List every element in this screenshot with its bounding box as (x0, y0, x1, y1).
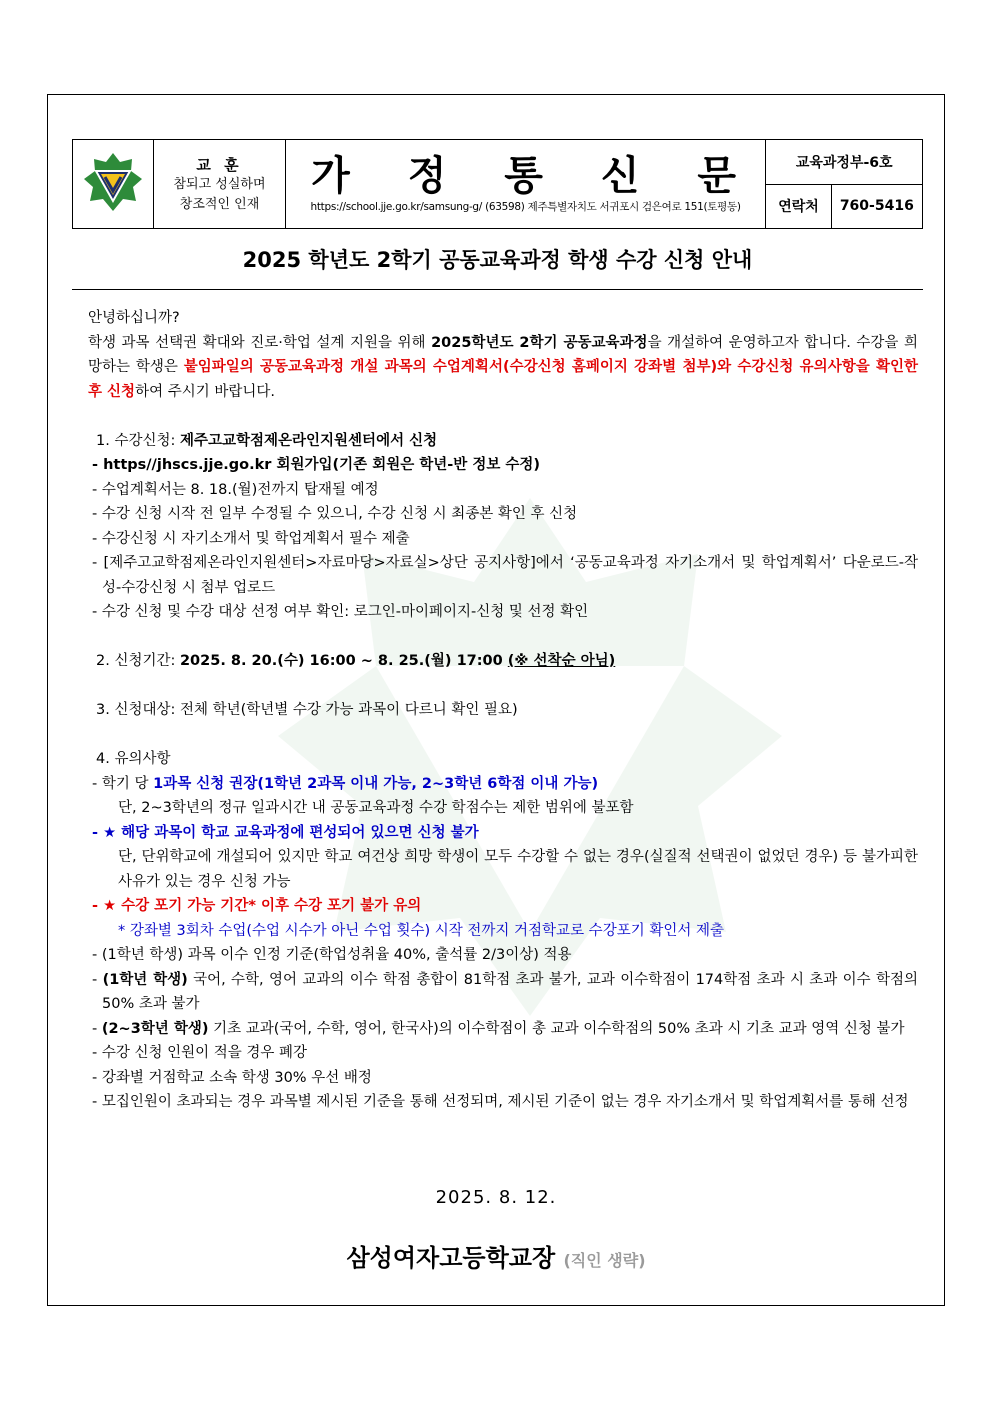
s1-line-5: - [제주고교학점제온라인지원센터>자료마당>자료실>상단 공지사항]에서 ‘공동교육과정 자기소개서 및 학업계획서’ 다운로드-작성-수강신청 시 첨부 업로드 (92, 555, 918, 596)
school-emblem-icon (81, 151, 145, 213)
motto-line-1: 참되고 성실하며 (173, 176, 266, 192)
s2-period: 2025. 8. 20.(수) 16:00 ~ 8. 25.(월) 17:00 (179, 653, 508, 669)
intro-text-3: 하여 주시기 바랍니다. (135, 383, 275, 400)
title-divider (72, 289, 923, 290)
s4-f-bold: (2~3학년 학생) (101, 1020, 209, 1037)
greeting: 안녕하십니까? (88, 310, 180, 326)
s1-line-1: - https//jhscs.jje.go.kr 회원가입(기존 회원은 학년-반 정보 수정) (92, 457, 541, 473)
star-icon: ★ (103, 824, 122, 841)
s1-bold: 제주고교학점제온라인지원센터에서 신청 (179, 432, 438, 449)
newsletter-title: 가 정 통 신 문 (311, 153, 759, 199)
school-url-address: https://school.jje.go.kr/samsung-g/ (63598) 제주특별자치도 서귀포시 검은여로 151(토평동) (310, 201, 741, 213)
intro-bold: 2025학년도 2학기 공동교육과정 (431, 334, 648, 351)
seal-omitted-note: (직인 생략) (563, 1251, 646, 1270)
issue-number: 교육과정부-6호 (766, 140, 923, 185)
s1-label: 1. 수강신청: (96, 432, 180, 449)
intro-paragraph (88, 331, 918, 405)
s4-f-text: 기초 교과(국어, 수학, 영어, 한국사)의 이수학점이 총 교과 이수학점의 50% 초과 시 기초 교과 영역 신청 불가 (208, 1020, 905, 1037)
s2-label: 2. 신청기간: (96, 653, 180, 669)
s4-item-g: - 수강 신청 인원이 적을 경우 폐강 (92, 1045, 307, 1061)
s4-item-c (88, 894, 918, 919)
s4-item-e (88, 968, 918, 1017)
s4-item-d: - (1학년 학생) 과목 이수 인정 기준(학업성취율 40%, 출석률 2/3이상) 적용 (92, 947, 572, 963)
principal-signature (0, 1238, 992, 1273)
s1-line-6: - 수강 신청 및 수강 대상 선정 여부 확인: 로그인-마이페이지-신청 및 선정 확인 (92, 604, 589, 620)
s4-c-highlight: ★ 수강 포기 가능 기간* 이후 수강 포기 불가 유의 (103, 898, 422, 914)
signature-name: 삼성여자고등학교장 (346, 1244, 564, 1272)
document-title: 2025 학년도 2학기 공동교육과정 학생 수강 신청 안내 (242, 248, 753, 272)
section-4-heading: 4. 유의사항 (96, 751, 171, 767)
title-cell (285, 140, 766, 229)
s4-b-note: 단, 단위학교에 개설되어 있지만 학교 여건상 희망 학생이 모두 수강할 수 없는 경우(실질적 선택권이 없었던 경우) 등 불가피한 사유가 있는 경우 신청 가능 (118, 849, 918, 890)
s4-item-i: - 모집인원이 초과되는 경우 과목별 제시된 기준을 통해 선정되며, 제시된 기준이 없는 경우 자기소개서 및 학업계획서를 통해 선정 (92, 1094, 909, 1110)
school-motto-cell (154, 140, 285, 229)
contact-label: 연락처 (766, 184, 831, 229)
s4-e-bold: (1학년 학생) (102, 971, 188, 988)
document-body (88, 306, 918, 1115)
s1-line-2: - 수업계획서는 8. 18.(월)전까지 탑재될 예정 (92, 481, 379, 498)
school-logo-cell (73, 140, 154, 229)
s2-note: (※ 선착순 아님) (507, 653, 616, 669)
s4-c-note: * 강좌별 3회차 수업(수업 시수가 아닌 수업 횟수) 시작 전까지 거점학교로 수강포기 확인서 제출 (118, 922, 724, 939)
s4-a-note: 단, 2~3학년의 정규 일과시간 내 공동교육과정 수강 학점수는 제한 범위에 불포함 (118, 800, 634, 816)
motto-line-2: 창조적인 인재 (179, 196, 260, 212)
s4-a-pre: - 학기 당 (92, 775, 154, 792)
newsletter-header (72, 139, 923, 229)
s4-e-text: 국어, 수학, 영어 교과의 이수 학점 총합이 81학점 초과 불가, 교과 이수학점이 174학점 초과 시 초과 이수 학점의 50% 초과 불가 (102, 971, 919, 1012)
section-1-heading (88, 429, 918, 454)
s4-item-f (88, 1017, 918, 1042)
section-2 (88, 649, 918, 674)
s4-item-b (88, 821, 918, 846)
s4-f-pre: - (92, 1020, 102, 1037)
section-3: 3. 신청대상: 전체 학년(학년별 수강 가능 과목이 다르니 확인 필요) (96, 702, 518, 718)
s1-line-4: - 수강신청 시 자기소개서 및 학업계획서 필수 제출 (92, 530, 410, 547)
s4-item-a (88, 772, 918, 797)
intro-text-2: 을 개설하여 운영하고자 합니다. 수강을 희망하는 학생은 (88, 334, 918, 375)
motto-title: 교 훈 (196, 155, 243, 174)
intro-text-1: 학생 과목 선택권 확대와 진로·학업 설계 지원을 위해 (88, 334, 432, 351)
s4-a-highlight: 1과목 신청 권장(1학년 2과목 이내 가능, 2~3학년 6학점 이내 가능) (153, 775, 599, 792)
s4-item-h: - 강좌별 거점학교 소속 학생 30% 우선 배정 (92, 1069, 372, 1086)
intro-highlight: 붙임파일의 공동교육과정 개설 과목의 수업계획서(수강신청 홈페이지 강좌별 첨부)와 수강신청 유의사항을 확인한 후 신청 (88, 359, 919, 400)
s4-b-highlight: 해당 과목이 학교 교육과정에 편성되어 있으면 신청 불가 (121, 824, 479, 841)
s4-b-pre: - (92, 824, 104, 841)
contact-number: 760-5416 (831, 184, 922, 229)
s1-line-3: - 수강 신청 시작 전 일부 수정될 수 있으니, 수강 신청 시 최종본 확인 후 신청 (92, 506, 578, 522)
s4-c-pre: - (92, 898, 104, 914)
issue-date: 2025. 8. 12. (435, 1187, 557, 1208)
s4-e-pre: - (92, 971, 103, 988)
